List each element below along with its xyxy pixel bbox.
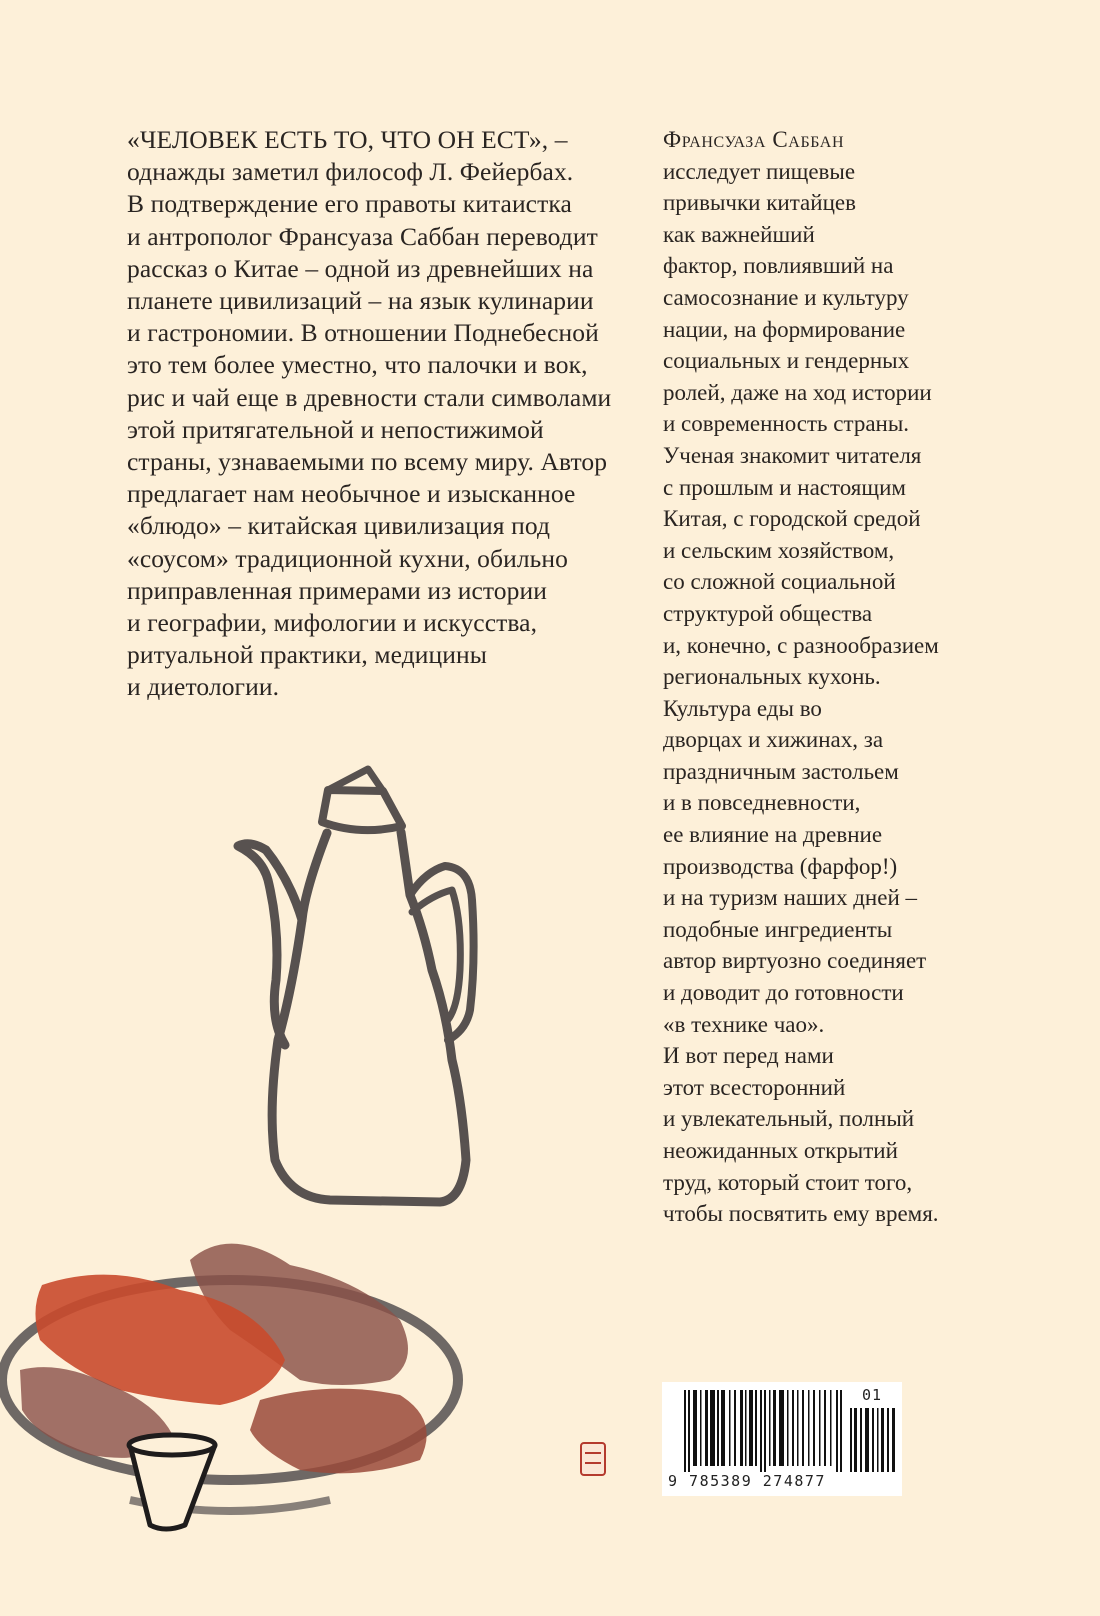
text-line: ролей, даже на ход истории — [663, 379, 932, 405]
blurb-right-column — [663, 124, 993, 1230]
author-name: Франсуаза Саббан — [663, 127, 845, 152]
isbn-barcode — [662, 1382, 902, 1496]
text-line: И вот перед нами — [663, 1043, 834, 1069]
text-line: ее влияние на древние — [663, 822, 883, 848]
text-line: «в технике чао». — [663, 1011, 825, 1037]
text-line: как важнейший — [663, 221, 815, 247]
teapot-icon — [238, 769, 474, 1202]
text-line: социальных и гендерных — [663, 348, 910, 374]
text-line: Культура еды во — [663, 695, 822, 721]
text-line: и сельским хозяйством, — [663, 537, 895, 563]
text-line: дворцах и хижинах, за — [663, 727, 884, 753]
text-line: «соусом» традиционной кухни, обильно — [127, 543, 568, 573]
blurb-left-column — [127, 124, 627, 704]
text-line: В подтверждение его правоты китаистка — [127, 189, 572, 219]
text-line: и, конечно, с разнообразием — [663, 632, 939, 658]
text-line: автор виртуозно соединяет — [663, 948, 927, 974]
text-line: рис и чай еще в древности стали символами — [127, 382, 612, 412]
text-line: и в повседневности, — [663, 790, 861, 816]
text-line: труд, который стоит того, — [663, 1169, 913, 1195]
text-line: региональных кухонь. — [663, 664, 881, 690]
text-line: и современность страны. — [663, 411, 910, 437]
text-line: неожиданных открытий — [663, 1138, 898, 1163]
text-line: подобные ингредиенты — [663, 916, 893, 942]
text-line: «блюдо» – китайская цивилизация под — [127, 511, 551, 541]
text-line: чтобы посвятить ему время. — [663, 1201, 939, 1227]
text-line: страны, узнаваемыми по всему миру. Автор — [127, 447, 608, 477]
text-line: и антрополог Франсуаза Саббан переводит — [127, 221, 598, 251]
text-line: планете цивилизаций – на язык кулинарии — [127, 286, 594, 316]
barcode-isbn-digits: 9 785389 274877 — [668, 1472, 826, 1490]
text-line: и доводит до готовности — [663, 980, 904, 1006]
text-line: ритуальной практики, медицины — [127, 640, 487, 670]
text-line: этот всесторонний — [663, 1074, 846, 1100]
barcode-bars-icon — [684, 1390, 844, 1472]
text-line: этой притягательной и непостижимой — [127, 414, 544, 444]
seal-icon — [580, 1442, 606, 1476]
text-line: со сложной социальной — [663, 569, 896, 595]
text-line: однажды заметил философ Л. Фейербах. — [127, 157, 574, 187]
text-line: производства (фарфор!) — [663, 853, 898, 879]
crabs-on-plate-icon — [2, 1244, 458, 1511]
cup-icon — [129, 1435, 215, 1529]
text-line: самосознание и культуру — [663, 284, 909, 310]
barcode-addon-digits: 01 — [862, 1386, 883, 1404]
text-line: структурой общества — [663, 600, 873, 626]
text-line: и на туризм наших дней – — [663, 885, 918, 911]
text-line: и диетологии. — [127, 672, 280, 702]
text-line: и увлекательный, полный — [663, 1106, 915, 1132]
text-line: рассказ о Китае – одной из древнейших на — [127, 253, 594, 283]
text-line: Ученая знакомит читателя — [663, 442, 922, 468]
text-line: фактор, повлиявший на — [663, 253, 894, 279]
addon-bars-icon — [850, 1408, 896, 1472]
text-line: привычки китайцев — [663, 190, 856, 216]
text-line: это тем более уместно, что палочки и вок, — [127, 350, 588, 380]
text-line: нации, на формирование — [663, 316, 906, 342]
text-line: приправленная примерами из истории — [127, 575, 548, 605]
text-line: праздничным застольем — [663, 758, 899, 784]
text-line: исследует пищевые — [663, 158, 856, 184]
text-line: «ЧЕЛОВЕК ЕСТЬ ТО, ЧТО ОН ЕСТ», – — [127, 125, 568, 154]
text-line: и географии, мифологии и искусства, — [127, 608, 538, 638]
text-line: предлагает нам необычное и изысканное — [127, 479, 576, 509]
text-line: с прошлым и настоящим — [663, 474, 906, 500]
text-line: Китая, с городской средой — [663, 506, 921, 532]
text-line: и гастрономии. В отношении Поднебесной — [127, 318, 599, 348]
